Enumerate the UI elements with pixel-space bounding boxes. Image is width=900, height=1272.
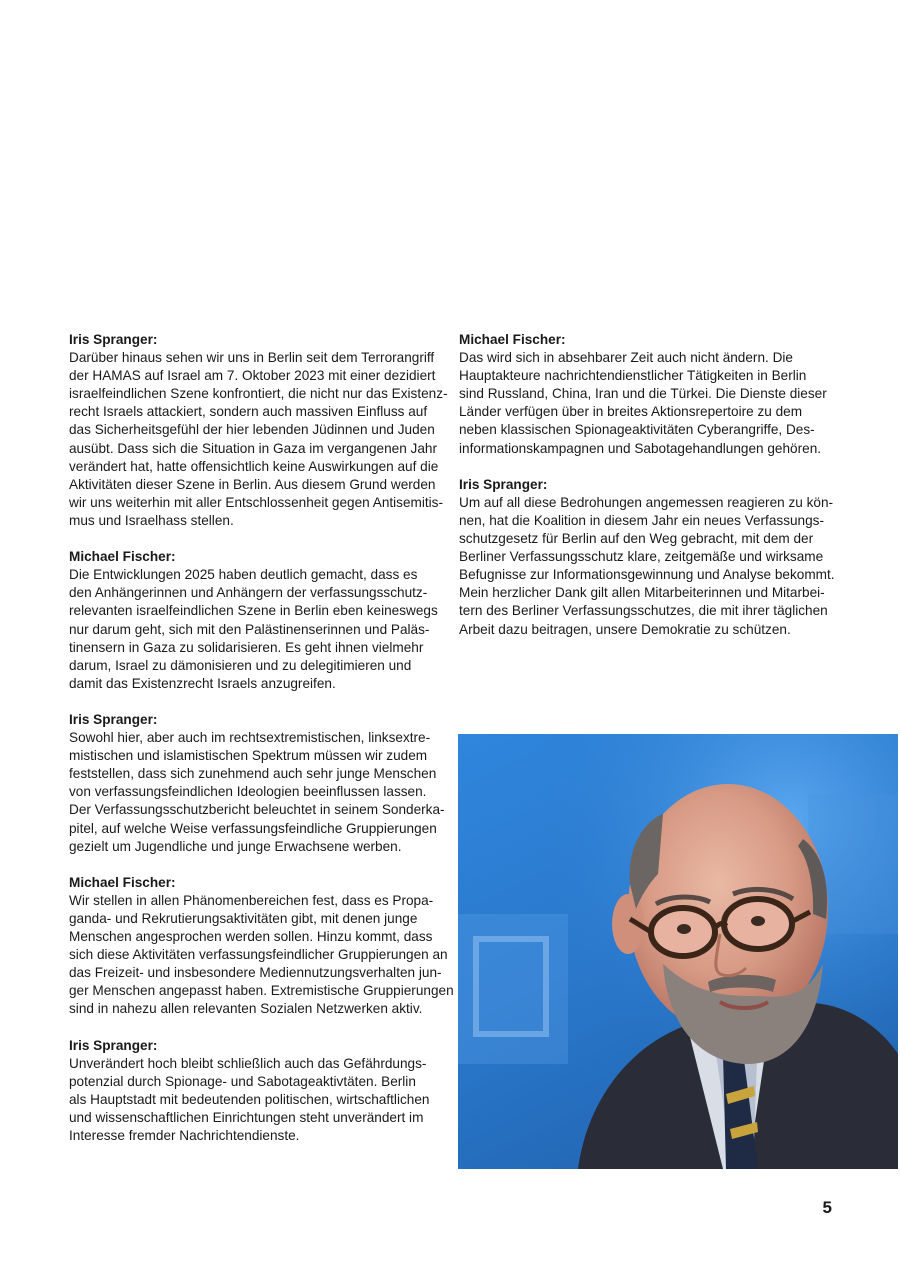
text-line: neben klassischen Spionageaktivitäten Cyberangriffe, Des- <box>459 422 815 438</box>
interview-block <box>69 1037 441 1146</box>
text-line: darum, Israel zu dämonisieren und zu delegitimieren und <box>69 657 412 673</box>
text-line: Unverändert hoch bleibt schließlich auch das Gefährdungs- <box>69 1055 427 1071</box>
text-line: mistischen und islamistischen Spektrum müssen wir zudem <box>69 748 428 764</box>
text-line: Arbeit dazu beitragen, unsere Demokratie zu schützen. <box>459 621 791 637</box>
portrait-image <box>458 734 898 1169</box>
text-line: recht Israels attackiert, sondern auch massiven Einfluss auf <box>69 404 428 420</box>
text-line: tinensern in Gaza zu solidarisieren. Es geht ihnen vielmehr <box>69 639 424 655</box>
text-line: Mein herzlicher Dank gilt allen Mitarbeiterinnen und Mitarbei- <box>459 585 825 601</box>
text-line: nur darum geht, sich mit den Palästinenserinnen und Paläs- <box>69 621 430 637</box>
text-line: verändert hat, hatte offensichtlich keine Auswirkungen auf die <box>69 458 439 474</box>
text-line: ausübt. Dass sich die Situation in Gaza im vergangenen Jahr <box>69 440 437 456</box>
text-line: Hauptakteure nachrichtendienstlicher Tätigkeiten in Berlin <box>459 368 807 384</box>
text-line: Um auf all diese Bedrohungen angemessen reagieren zu kön- <box>459 494 834 510</box>
speaker-name: Iris Spranger: <box>459 476 548 492</box>
speaker-name: Iris Spranger: <box>69 711 158 727</box>
text-line: ger Menschen angepasst haben. Extremistische Gruppierungen <box>69 983 454 999</box>
text-line: Länder verfügen über in breites Aktionsrepertoire zu dem <box>459 404 803 420</box>
portrait-photo <box>458 734 898 1169</box>
text-line: ganda- und Rekrutierungsaktivitäten gibt, mit denen junge <box>69 911 418 926</box>
text-line: das Freizeit- und insbesondere Mediennutzungsverhalten jun- <box>69 965 442 981</box>
text-line: sich diese Aktivitäten verfassungsfeindlicher Gruppierungen an <box>69 947 448 963</box>
speaker-name: Iris Spranger: <box>69 1037 158 1053</box>
text-line: Wir stellen in allen Phänomenbereichen fest, dass es Propa- <box>69 892 434 908</box>
text-line: feststellen, dass sich zunehmend auch sehr junge Menschen <box>69 766 437 782</box>
speaker-name: Michael Fischer: <box>69 874 176 890</box>
interview-block <box>459 476 835 639</box>
text-line: israelfeindlichen Szene konfrontiert, die nicht nur das Existenz- <box>69 386 448 402</box>
text-line: Berliner Verfassungsschutz klare, zeitgemäße und wirksame <box>459 549 824 565</box>
interview-block <box>69 711 445 856</box>
text-line: Interesse fremder Nachrichtendienste. <box>69 1128 300 1144</box>
text-line: Sowohl hier, aber auch im rechtsextremistischen, linksextre- <box>69 730 431 746</box>
text-line: damit das Existenzrecht Israels anzugreifen. <box>69 675 336 691</box>
left-text-column <box>69 331 454 1163</box>
text-line: von verfassungsfeindlichen Ideologien beeinflussen lassen. <box>69 784 427 800</box>
text-line: sind Russland, China, Iran und die Türkei. Die Dienste dieser <box>459 386 827 402</box>
right-text-column <box>459 331 835 657</box>
speaker-name: Iris Spranger: <box>69 332 158 347</box>
text-line: mus und Israelhass stellen. <box>69 512 234 528</box>
interview-block <box>69 874 454 1019</box>
text-line: das Sicherheitsgefühl der hier lebenden Jüdinnen und Juden <box>69 422 435 438</box>
text-line: Der Verfassungsschutzbericht beleuchtet in seinem Sonderka- <box>69 802 445 818</box>
interview-block <box>459 331 831 458</box>
interview-block <box>69 331 448 530</box>
text-line: den Anhängerinnen und Anhängern der verfassungsschutz- <box>69 585 428 601</box>
text-line: schutzgesetz für Berlin auf den Weg gebracht, mit dem der <box>459 531 814 547</box>
text-line: Menschen angesprochen werden sollen. Hinzu kommt, dass <box>69 929 433 945</box>
text-line: pitel, auf welche Weise verfassungsfeindliche Gruppierungen <box>69 820 437 836</box>
text-line: potenzial durch Spionage- und Sabotageaktivtäten. Berlin <box>69 1073 416 1089</box>
page-number: 5 <box>822 1198 832 1217</box>
text-line: Darüber hinaus sehen wir uns in Berlin seit dem Terrorangriff <box>69 350 435 366</box>
text-line: informationskampagnen und Sabotagehandlungen gehören. <box>459 440 822 456</box>
text-line: Die Entwicklungen 2025 haben deutlich gemacht, dass es <box>69 567 418 583</box>
text-line: tern des Berliner Verfassungsschutzes, die mit ihrer täglichen <box>459 603 828 619</box>
speaker-name: Michael Fischer: <box>459 332 566 347</box>
text-line: sind in nahezu allen relevanten Sozialen Netzwerken aktiv. <box>69 1001 423 1017</box>
text-line: relevanten israelfeindlichen Szene in Berlin eben keineswegs <box>69 603 438 619</box>
text-line: gezielt um Jugendliche und junge Erwachsene werben. <box>69 838 402 854</box>
text-line: als Hauptstadt mit bedeutenden politischen, wirtschaftlichen <box>69 1091 430 1107</box>
text-line: Befugnisse zur Informationsgewinnung und Analyse bekommt. <box>459 567 835 583</box>
text-line: und wissenschaftlichen Einrichtungen steht unverändert im <box>69 1110 424 1126</box>
speaker-name: Michael Fischer: <box>69 549 176 565</box>
text-line: Aktivitäten dieser Szene in Berlin. Aus diesem Grund werden <box>69 476 436 492</box>
text-line: der HAMAS auf Israel am 7. Oktober 2023 mit einer dezidiert <box>69 368 436 384</box>
text-line: nen, hat die Koalition in diesem Jahr ein neues Verfassungs- <box>459 512 824 528</box>
interview-block <box>69 548 441 693</box>
text-line: wir uns weiterhin mit aller Entschlossenheit gegen Antisemitis- <box>69 494 443 510</box>
text-line: Das wird sich in absehbarer Zeit auch nicht ändern. Die <box>459 350 793 366</box>
